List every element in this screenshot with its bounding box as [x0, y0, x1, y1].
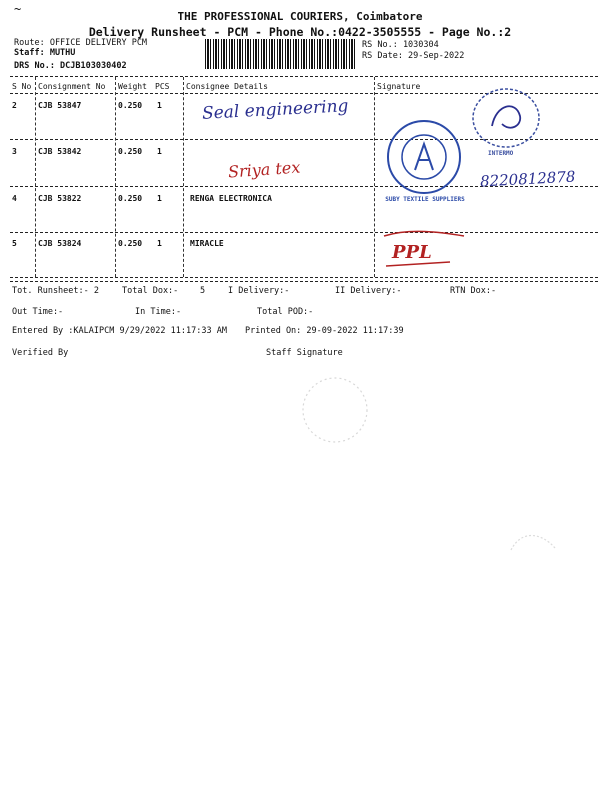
- second-stamp-text: INTERMO: [488, 150, 514, 157]
- row-sno: 4: [12, 194, 17, 203]
- col-divider: [183, 77, 184, 277]
- faint-stamp-mark: [295, 370, 375, 450]
- row-sno: 3: [12, 147, 17, 156]
- rs-no-label: RS No.: 1030304: [362, 40, 439, 50]
- row-consignee: MIRACLE: [190, 239, 224, 248]
- second-stamp: [470, 86, 542, 150]
- col-header-consignment: Consignment No: [38, 82, 106, 91]
- col-divider: [35, 77, 36, 277]
- in-time-label: In Time:-: [135, 307, 182, 317]
- handwritten-initials: PPL: [392, 242, 432, 263]
- col-header-signature: Signature: [377, 82, 421, 91]
- row-sno: 5: [12, 239, 17, 248]
- barcode: [205, 39, 355, 69]
- row-consignment: CJB 53842: [38, 147, 82, 156]
- row-weight: 0.250: [118, 194, 143, 203]
- col-header-consignee: Consignee Details: [186, 82, 268, 91]
- row-consignee: RENGA ELECTRONICA: [190, 194, 272, 203]
- table-bottom-rule: [10, 277, 598, 278]
- entered-by: Entered By :KALAIPCM 9/29/2022 11:17:33 AM: [12, 326, 227, 336]
- table-top-rule: [10, 76, 598, 77]
- row-pcs: 1: [157, 101, 162, 110]
- rtn-dox-label: RTN Dox:-: [450, 286, 497, 296]
- row-weight: 0.250: [118, 101, 143, 110]
- out-time-label: Out Time:-: [12, 307, 64, 317]
- row-consignment: CJB 53847: [38, 101, 82, 110]
- handwritten-phone: 8220812878: [479, 167, 576, 191]
- printed-on: Printed On: 29-09-2022 11:17:39: [245, 326, 404, 336]
- table-bottom-rule-2: [10, 281, 598, 282]
- row-divider: [10, 232, 598, 233]
- row-consignment: CJB 53824: [38, 239, 82, 248]
- col-divider: [374, 77, 375, 277]
- verified-by-label: Verified By: [12, 348, 69, 358]
- handwritten-consignee: Seal engineering: [201, 96, 349, 124]
- faint-scribble-mark: [505, 520, 565, 570]
- col-header-pcs: PCS: [155, 82, 170, 91]
- total-dox-value: 5: [200, 286, 206, 296]
- row-pcs: 1: [157, 147, 162, 156]
- handwritten-consignee: Sriya tex: [227, 157, 301, 182]
- company-stamp: [385, 118, 463, 196]
- company-title: THE PROFESSIONAL COURIERS, Coimbatore: [177, 10, 423, 23]
- col-header-weight: Weight: [118, 82, 147, 91]
- staff-label: Staff: MUTHU: [14, 48, 76, 58]
- signature-scribble: [380, 226, 470, 272]
- rs-date-label: RS Date: 29-Sep-2022: [362, 51, 465, 61]
- row-weight: 0.250: [118, 239, 143, 248]
- total-pod-label: Total POD:-: [257, 307, 314, 317]
- tot-runsheet: Tot. Runsheet:- 2: [12, 286, 99, 296]
- runsheet-title: Delivery Runsheet - PCM - Phone No.:0422-3505555 - Page No.:2: [88, 25, 512, 39]
- drs-label: DRS No.: DCJB103030402: [14, 61, 127, 71]
- col-header-sno: S No: [12, 82, 32, 91]
- row-weight: 0.250: [118, 147, 143, 156]
- row-sno: 2: [12, 101, 17, 110]
- ii-delivery-label: II Delivery:-: [335, 286, 402, 296]
- stamp-text: SUBY TEXTILE SUPPLIERS: [385, 196, 465, 203]
- row-pcs: 1: [157, 194, 162, 203]
- i-delivery-label: I Delivery:-: [228, 286, 290, 296]
- route-label: Route: OFFICE DELIVERY PCM: [14, 38, 148, 48]
- row-consignment: CJB 53822: [38, 194, 82, 203]
- staff-signature-label: Staff Signature: [266, 348, 343, 358]
- col-divider: [115, 77, 116, 277]
- row-pcs: 1: [157, 239, 162, 248]
- total-dox-label: Total Dox:-: [122, 286, 179, 296]
- top-mark: ~: [14, 2, 22, 16]
